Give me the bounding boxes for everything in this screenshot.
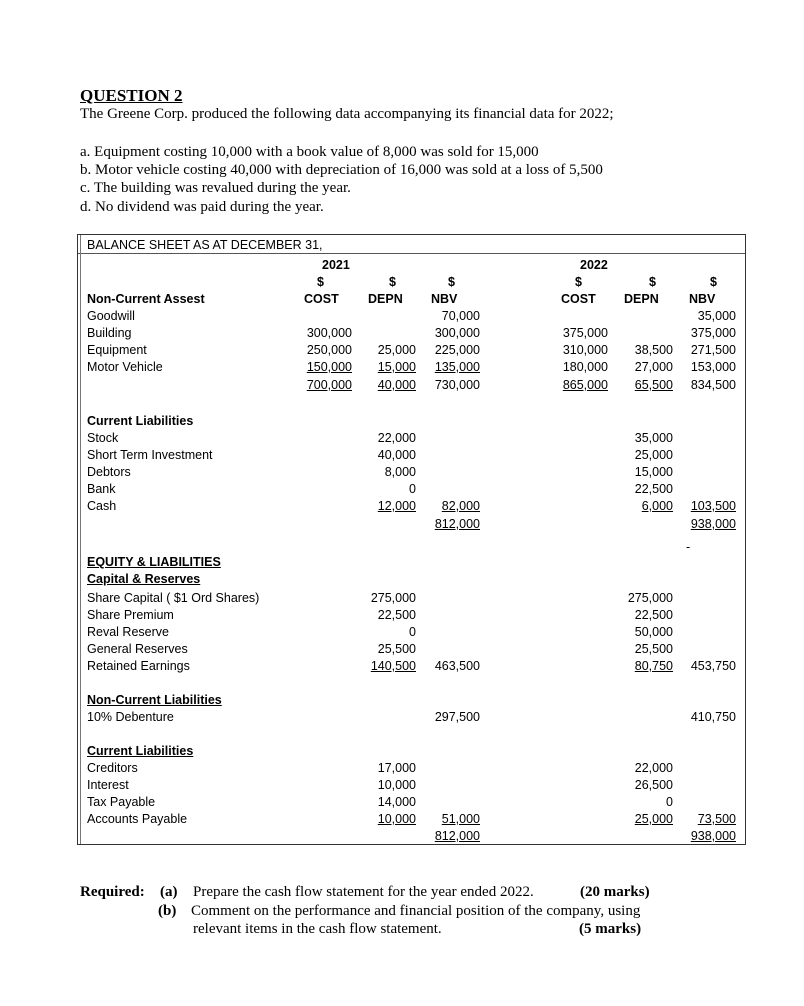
- table-inner-rule: [80, 235, 81, 844]
- nca-nbv-2022: 375,000: [690, 326, 736, 340]
- equity-value-2022: 22,500: [634, 608, 673, 622]
- nca-nbv-2022: 35,000: [697, 309, 736, 323]
- nca-total-nbv-2022: 834,500: [690, 378, 736, 392]
- required-a-marks: (20 marks): [580, 884, 650, 900]
- required-b-marks: (5 marks): [579, 921, 642, 937]
- col-nbv-2021: NBV: [431, 292, 458, 306]
- total-assets-2022: 938,000: [690, 517, 736, 531]
- equity-total-2022: 453,750: [690, 659, 736, 673]
- equity-heading: EQUITY & LIABILITIES: [87, 555, 221, 569]
- required-a-tag: (a): [160, 884, 178, 900]
- total-liabilities-2021: 812,000: [434, 829, 480, 843]
- equity-value-2021: 275,000: [370, 591, 416, 605]
- question-item-a: a. Equipment costing 10,000 with a book value of 8,000 was sold for 15,000: [80, 144, 539, 160]
- cl-value-2021: 17,000: [377, 761, 416, 775]
- required-a-text: Prepare the cash flow statement for the year ended 2022.: [193, 884, 534, 900]
- equity-value-2022: 275,000: [627, 591, 673, 605]
- stray-mark: -: [686, 540, 691, 554]
- cl-label: Creditors: [87, 761, 138, 775]
- equity-label: Share Premium: [87, 608, 174, 622]
- required-b-text-2: relevant items in the cash flow statement.: [193, 921, 442, 937]
- cl-value-2021: 10,000: [377, 812, 416, 826]
- cl-value-2022: 25,000: [634, 812, 673, 826]
- cl-value-2022: 22,000: [634, 761, 673, 775]
- col-nbv-2022: NBV: [689, 292, 716, 306]
- ncl-heading: Non-Current Liabilities: [87, 693, 222, 707]
- equity-value-2021: 0: [409, 625, 416, 639]
- nca-total-nbv-2021: 730,000: [434, 378, 480, 392]
- required-label: Required:: [80, 884, 145, 900]
- nca-total-depn-2022: 65,500: [634, 378, 673, 392]
- ca-value-2021: 0: [409, 482, 416, 496]
- year-2022: 2022: [580, 258, 608, 272]
- equity-value-2022: 80,750: [634, 659, 673, 673]
- nca-label: Building: [87, 326, 132, 340]
- nca-cost-2022: 375,000: [562, 326, 608, 340]
- currency-2021-cost: $: [317, 275, 324, 289]
- equity-value-2021: 25,500: [377, 642, 416, 656]
- ca-value-2021: 8,000: [384, 465, 416, 479]
- cl-label: Interest: [87, 778, 129, 792]
- ca-label: Short Term Investment: [87, 448, 213, 462]
- equity-label: Share Capital ( $1 Ord Shares): [87, 591, 260, 605]
- nca-nbv-2021: 70,000: [441, 309, 480, 323]
- question-item-b: b. Motor vehicle costing 40,000 with depreciation of 16,000 was sold at a loss of 5,500: [80, 162, 603, 178]
- nca-total-depn-2021: 40,000: [377, 378, 416, 392]
- nca-cost-2021: 150,000: [306, 360, 352, 374]
- cl-total-2021: 51,000: [441, 812, 480, 826]
- col-depn-2021: DEPN: [368, 292, 403, 306]
- currency-2022-depn: $: [649, 275, 656, 289]
- header-rule: [78, 253, 745, 254]
- ca-value-2022: 35,000: [634, 431, 673, 445]
- ca-value-2021: 22,000: [377, 431, 416, 445]
- required-b-tag: (b): [158, 903, 177, 919]
- ca-value-2021: 40,000: [377, 448, 416, 462]
- nca-depn-2021: 15,000: [377, 360, 416, 374]
- question-title: QUESTION 2: [80, 86, 183, 105]
- cl-value-2021: 14,000: [377, 795, 416, 809]
- nca-label: Motor Vehicle: [87, 360, 163, 374]
- ncl-value-2021: 297,500: [434, 710, 480, 724]
- year-2021: 2021: [322, 258, 350, 272]
- currency-2022-nbv: $: [710, 275, 717, 289]
- nca-depn-2022: 27,000: [634, 360, 673, 374]
- currency-2021-nbv: $: [448, 275, 455, 289]
- ca-value-2022: 15,000: [634, 465, 673, 479]
- ca-value-2022: 22,500: [634, 482, 673, 496]
- total-liabilities-2022: 938,000: [690, 829, 736, 843]
- equity-value-2022: 50,000: [634, 625, 673, 639]
- nca-total-cost-2022: 865,000: [562, 378, 608, 392]
- currency-2021-depn: $: [389, 275, 396, 289]
- cl-heading: Current Liabilities: [87, 744, 194, 758]
- ca-label: Debtors: [87, 465, 131, 479]
- cl-label: Tax Payable: [87, 795, 156, 809]
- ca-total-2022: 103,500: [690, 499, 736, 513]
- ca-label: Stock: [87, 431, 119, 445]
- current-section-heading: Current Liabilities: [87, 414, 194, 428]
- question-item-c: c. The building was revalued during the year.: [80, 180, 351, 196]
- equity-label: General Reserves: [87, 642, 188, 656]
- cl-value-2021: 10,000: [377, 778, 416, 792]
- ncl-label: 10% Debenture: [87, 710, 174, 724]
- nca-nbv-2021: 300,000: [434, 326, 480, 340]
- nca-label: Goodwill: [87, 309, 135, 323]
- equity-total-2021: 463,500: [434, 659, 480, 673]
- nca-nbv-2022: 153,000: [690, 360, 736, 374]
- ca-label: Cash: [87, 499, 117, 513]
- question-intro: The Greene Corp. produced the following data accompanying its financial data for 2022;: [80, 106, 614, 122]
- equity-value-2021: 22,500: [377, 608, 416, 622]
- nca-cost-2021: 250,000: [306, 343, 352, 357]
- nca-cost-2022: 310,000: [562, 343, 608, 357]
- ca-value-2021: 12,000: [377, 499, 416, 513]
- equity-label: Retained Earnings: [87, 659, 190, 673]
- total-assets-2021: 812,000: [434, 517, 480, 531]
- nca-heading: Non-Current Assest: [87, 292, 205, 306]
- nca-depn-2022: 38,500: [634, 343, 673, 357]
- col-cost-2022: COST: [561, 292, 596, 306]
- col-cost-2021: COST: [304, 292, 339, 306]
- ncl-value-2022: 410,750: [690, 710, 736, 724]
- question-item-d: d. No dividend was paid during the year.: [80, 199, 324, 215]
- ca-value-2022: 25,000: [634, 448, 673, 462]
- nca-nbv-2021: 225,000: [434, 343, 480, 357]
- nca-cost-2022: 180,000: [562, 360, 608, 374]
- ca-label: Bank: [87, 482, 116, 496]
- nca-total-cost-2021: 700,000: [306, 378, 352, 392]
- required-b-text-1: Comment on the performance and financial position of the company, using: [191, 903, 641, 919]
- balance-sheet-table: [77, 234, 746, 845]
- cl-total-2022: 73,500: [697, 812, 736, 826]
- ca-total-2021: 82,000: [441, 499, 480, 513]
- balance-sheet-title: BALANCE SHEET AS AT DECEMBER 31,: [87, 238, 323, 252]
- capital-heading: Capital & Reserves: [87, 572, 201, 586]
- cl-value-2022: 26,500: [634, 778, 673, 792]
- nca-nbv-2021: 135,000: [434, 360, 480, 374]
- nca-nbv-2022: 271,500: [690, 343, 736, 357]
- cl-value-2022: 0: [666, 795, 673, 809]
- cl-label: Accounts Payable: [87, 812, 188, 826]
- nca-label: Equipment: [87, 343, 147, 357]
- equity-value-2022: 25,500: [634, 642, 673, 656]
- ca-value-2022: 6,000: [641, 499, 673, 513]
- currency-2022-cost: $: [575, 275, 582, 289]
- equity-value-2021: 140,500: [370, 659, 416, 673]
- nca-depn-2021: 25,000: [377, 343, 416, 357]
- equity-label: Reval Reserve: [87, 625, 169, 639]
- nca-cost-2021: 300,000: [306, 326, 352, 340]
- col-depn-2022: DEPN: [624, 292, 659, 306]
